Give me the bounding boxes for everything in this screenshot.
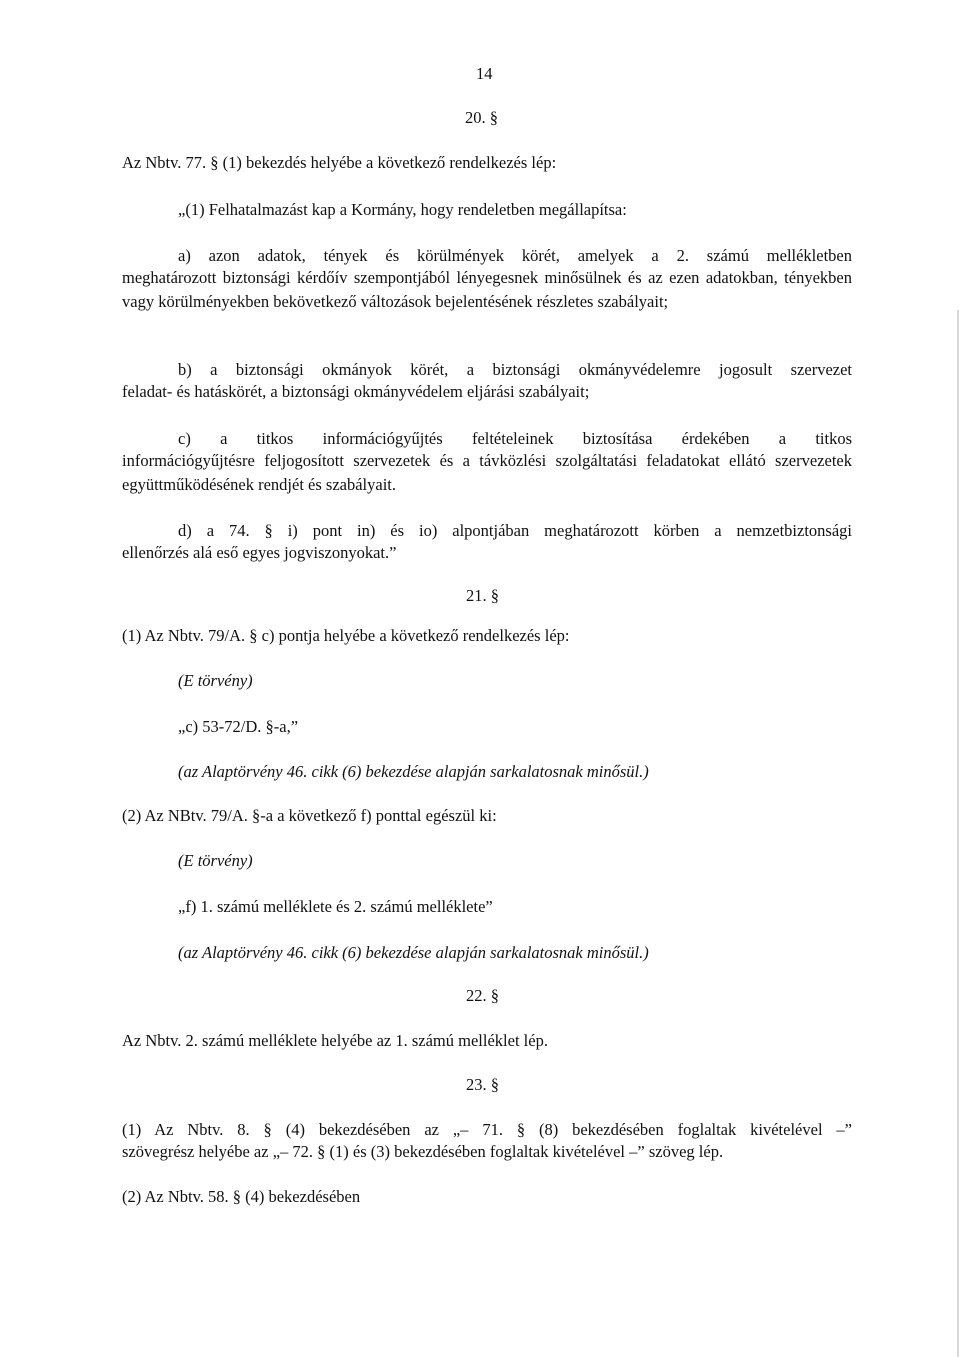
point-b-first-line: b) a biztonsági okmányok körét, a biztonsági okmányvédelemre jogosult szervezet (178, 360, 852, 379)
point-a-continuation: meghatározott biztonsági kérdőív szempontjából lényegesnek minősülnek és az ezen adatokban, tényekben vagy körülményekben bekövetkező változások bejelentésének részletes szabályait; (122, 268, 852, 311)
section-23-paragraph-2: (2) Az Nbtv. 58. § (4) bekezdésében (122, 1187, 361, 1206)
page-number: 14 (476, 64, 493, 83)
section-21-heading: 21. § (466, 586, 499, 605)
section-20-quote-opening: „(1) Felhatalmazást kap a Kormány, hogy rendeletben megállapítsa: (178, 200, 627, 219)
cardinal-note-1: (az Alaptörvény 46. cikk (6) bekezdése alapján sarkalatosnak minősül.) (178, 762, 649, 781)
section-21-paragraph-2: (2) Az NBtv. 79/A. §-a a következő f) ponttal egészül ki: (122, 806, 497, 825)
law-reference-2: (E törvény) (178, 851, 253, 870)
quoted-text-1: „c) 53-72/D. §-a,” (178, 717, 299, 736)
section-23-paragraph-1-first-line: (1) Az Nbtv. 8. § (4) bekezdésében az „– 71. § (8) bekezdésében foglaltak kivételével –” (122, 1120, 852, 1139)
section-23-heading: 23. § (466, 1075, 499, 1094)
point-d-continuation: ellenőrzés alá eső egyes jogviszonyokat.” (122, 543, 397, 562)
law-reference-1: (E törvény) (178, 671, 253, 690)
section-22-heading: 22. § (466, 986, 499, 1005)
section-21-paragraph-1: (1) Az Nbtv. 79/A. § c) pontja helyébe a következő rendelkezés lép: (122, 626, 570, 645)
section-20-intro: Az Nbtv. 77. § (1) bekezdés helyébe a következő rendelkezés lép: (122, 153, 557, 172)
point-a-first-line: a) azon adatok, tények és körülmények körét, amelyek a 2. számú mellékletben (178, 246, 852, 265)
scan-edge-line (957, 310, 959, 1357)
point-c-continuation: információgyűjtésre feljogosított szervezetek és a távközlési szolgáltatási feladatokat ellátó szervezetek együttműködésének rendjét és szabályait. (122, 451, 852, 494)
quoted-text-2: „f) 1. számú melléklete és 2. számú melléklete” (178, 897, 493, 916)
section-22-text: Az Nbtv. 2. számú melléklete helyébe az 1. számú melléklet lép. (122, 1031, 548, 1050)
point-d-first-line: d) a 74. § i) pont in) és io) alpontjában meghatározott körben a nemzetbiztonsági (178, 521, 852, 540)
point-b-continuation: feladat- és hatáskörét, a biztonsági okmányvédelem eljárási szabályait; (122, 382, 590, 401)
cardinal-note-2: (az Alaptörvény 46. cikk (6) bekezdése alapján sarkalatosnak minősül.) (178, 943, 649, 962)
point-c-first-line: c) a titkos információgyűjtés feltételeinek biztosítása érdekében a titkos (178, 429, 852, 448)
section-20-heading: 20. § (465, 108, 498, 127)
section-23-paragraph-1-continuation: szövegrész helyébe az „– 72. § (1) és (3) bekezdésében foglaltak kivételével –” szöveg lép. (122, 1142, 724, 1161)
